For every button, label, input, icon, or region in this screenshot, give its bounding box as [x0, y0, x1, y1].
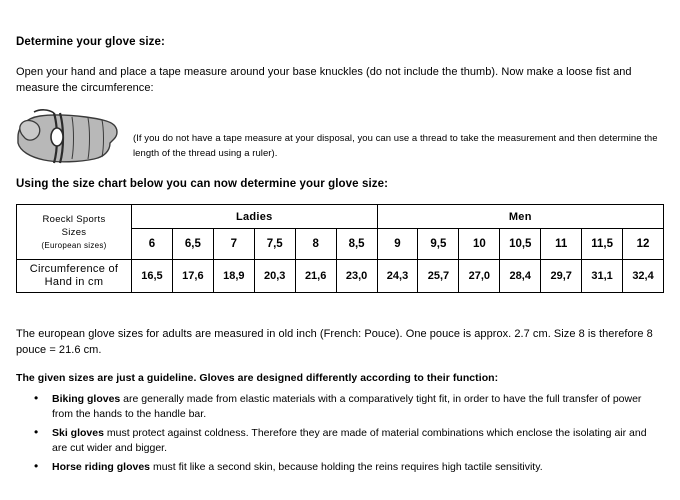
- group-header-ladies: Ladies: [132, 205, 378, 229]
- circumference-cell: 24,3: [377, 260, 418, 293]
- list-item-text: must fit like a second skin, because holding the reins requires high tactile sensitivity.: [150, 461, 543, 473]
- table-row-groups: [17, 205, 664, 229]
- row-label-line2: Sizes: [61, 226, 87, 238]
- circumference-cell: 25,7: [418, 260, 459, 293]
- row-label-line1: Circumference of: [29, 263, 119, 275]
- table-row-circumference: [17, 260, 664, 293]
- european-sizes-paragraph: The european glove sizes for adults are measured in old inch (French: Pouce). One pouce is approx. 2.7 cm. Size 8 is therefore 8 pouce = 21.6 cm.: [16, 328, 653, 356]
- guideline-paragraph: The given sizes are just a guideline. Gloves are designed differently according to their function:: [16, 372, 499, 384]
- thread-note: (If you do not have a tape measure at your disposal, you can use a thread to take the measurement and then determine the length of the thread using a ruler).: [133, 133, 658, 159]
- size-cell: 8,5: [336, 229, 377, 260]
- circumference-cell: 17,6: [172, 260, 213, 293]
- circumference-cell: 28,4: [500, 260, 541, 293]
- list-item: [30, 392, 660, 422]
- size-cell: 10,5: [500, 229, 541, 260]
- circumference-cell: 20,3: [254, 260, 295, 293]
- size-cell: 9,5: [418, 229, 459, 260]
- chart-heading: Using the size chart below you can now determine your glove size:: [16, 178, 389, 190]
- size-cell: 11: [541, 229, 582, 260]
- circumference-cell: 16,5: [132, 260, 173, 293]
- list-item-lead: Ski gloves: [52, 427, 104, 439]
- size-cell: 10: [459, 229, 500, 260]
- glove-size-table: [16, 204, 664, 293]
- size-cell: 12: [623, 229, 664, 260]
- size-cell: 11,5: [582, 229, 623, 260]
- list-item-lead: Horse riding gloves: [52, 461, 151, 473]
- row-label-line1: Roeckl Sports: [42, 213, 106, 225]
- size-cell: 8: [295, 229, 336, 260]
- size-cell: 6: [132, 229, 173, 260]
- page-title: Determine your glove size:: [16, 36, 165, 48]
- circumference-cell: 21,6: [295, 260, 336, 293]
- circumference-cell: 27,0: [459, 260, 500, 293]
- circumference-cell: 31,1: [582, 260, 623, 293]
- list-item-text: must protect against coldness. Therefore they are made of material combinations which enclose the isolating air and are cut wider and bigger.: [52, 427, 647, 454]
- circumference-cell: 32,4: [623, 260, 664, 293]
- circumference-cell: 23,0: [336, 260, 377, 293]
- size-cell: 7,5: [254, 229, 295, 260]
- circumference-cell: 18,9: [213, 260, 254, 293]
- hand-measurement-illustration: [14, 107, 126, 169]
- row-label-circumference: [17, 260, 132, 293]
- row-label-line2: Hand in cm: [44, 276, 104, 288]
- list-item-text: are generally made from elastic materials with a comparatively tight fit, in order to have the full transfer of power from the hands to the handle bar.: [52, 393, 642, 420]
- list-item: [30, 460, 660, 475]
- row-label-sizes: [17, 205, 132, 260]
- circumference-cell: 29,7: [541, 260, 582, 293]
- list-item-lead: Biking gloves: [52, 393, 121, 405]
- intro-paragraph: Open your hand and place a tape measure around your base knuckles (do not include the thumb). Now make a loose fist and measure the circumference:: [16, 66, 632, 94]
- list-item: [30, 426, 660, 456]
- size-cell: 6,5: [172, 229, 213, 260]
- row-label-line3: (European sizes): [41, 240, 107, 250]
- group-header-men: Men: [377, 205, 663, 229]
- size-cell: 9: [377, 229, 418, 260]
- glove-type-list: [30, 392, 660, 479]
- size-cell: 7: [213, 229, 254, 260]
